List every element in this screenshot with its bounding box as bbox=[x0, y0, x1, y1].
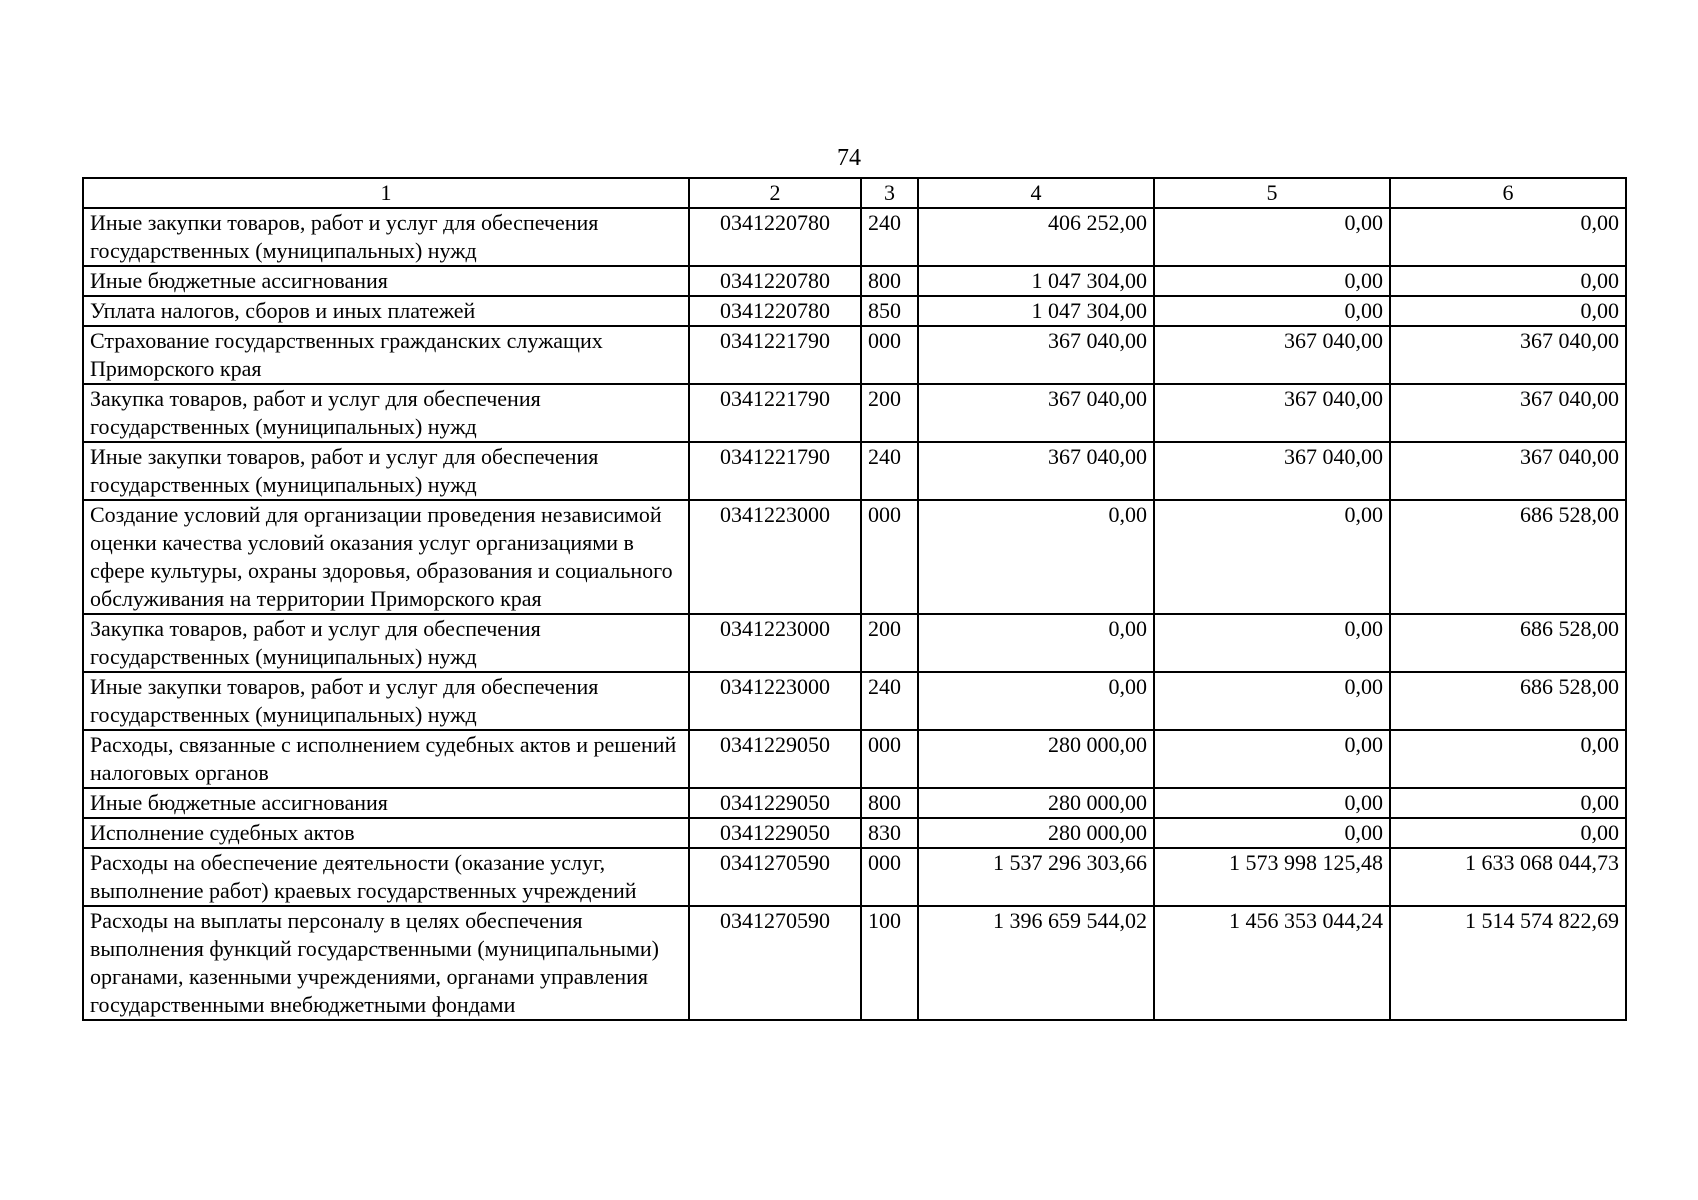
expense-name-cell: Расходы, связанные с исполнением судебных актов и решений налоговых органов bbox=[83, 730, 689, 788]
amount-col5-cell: 1 456 353 044,24 bbox=[1154, 906, 1390, 1020]
expense-type-cell: 800 bbox=[861, 266, 918, 296]
table-row bbox=[83, 384, 1626, 442]
expense-type-cell: 850 bbox=[861, 296, 918, 326]
expense-name-cell: Расходы на выплаты персоналу в целях обеспечения выполнения функций государственными (муниципальными) органами, казенными учреждениями, органами управления государственными внебюджетными фондами bbox=[83, 906, 689, 1020]
amount-col4-cell: 0,00 bbox=[918, 672, 1154, 730]
amount-col5-cell: 1 573 998 125,48 bbox=[1154, 848, 1390, 906]
target-code-cell: 0341270590 bbox=[689, 848, 861, 906]
amount-col4-cell: 367 040,00 bbox=[918, 384, 1154, 442]
table-header bbox=[83, 178, 1626, 208]
amount-col5-cell: 367 040,00 bbox=[1154, 384, 1390, 442]
expense-type-cell: 000 bbox=[861, 848, 918, 906]
amount-col4-cell: 1 396 659 544,02 bbox=[918, 906, 1154, 1020]
table-row bbox=[83, 614, 1626, 672]
target-code-cell: 0341223000 bbox=[689, 500, 861, 614]
column-header-2: 2 bbox=[689, 178, 861, 208]
amount-col4-cell: 0,00 bbox=[918, 614, 1154, 672]
target-code-cell: 0341221790 bbox=[689, 384, 861, 442]
target-code-cell: 0341220780 bbox=[689, 208, 861, 266]
expense-name-cell: Иные бюджетные ассигнования bbox=[83, 788, 689, 818]
table-row bbox=[83, 906, 1626, 1020]
header-row bbox=[83, 178, 1626, 208]
expense-name-cell: Создание условий для организации проведения независимой оценки качества условий оказания услуг организациями в сфере культуры, охраны здоровья, образования и социального обслуживания на территории Приморского края bbox=[83, 500, 689, 614]
expense-type-cell: 000 bbox=[861, 730, 918, 788]
budget-table bbox=[82, 177, 1627, 1021]
amount-col6-cell: 367 040,00 bbox=[1390, 384, 1626, 442]
target-code-cell: 0341220780 bbox=[689, 266, 861, 296]
expense-name-cell: Уплата налогов, сборов и иных платежей bbox=[83, 296, 689, 326]
table-row bbox=[83, 442, 1626, 500]
amount-col6-cell: 686 528,00 bbox=[1390, 672, 1626, 730]
expense-type-cell: 240 bbox=[861, 208, 918, 266]
amount-col5-cell: 367 040,00 bbox=[1154, 326, 1390, 384]
amount-col4-cell: 406 252,00 bbox=[918, 208, 1154, 266]
target-code-cell: 0341229050 bbox=[689, 788, 861, 818]
target-code-cell: 0341270590 bbox=[689, 906, 861, 1020]
amount-col5-cell: 0,00 bbox=[1154, 730, 1390, 788]
amount-col6-cell: 367 040,00 bbox=[1390, 326, 1626, 384]
amount-col5-cell: 0,00 bbox=[1154, 672, 1390, 730]
amount-col4-cell: 0,00 bbox=[918, 500, 1154, 614]
expense-name-cell: Закупка товаров, работ и услуг для обеспечения государственных (муниципальных) нужд bbox=[83, 384, 689, 442]
column-header-5: 5 bbox=[1154, 178, 1390, 208]
table-row bbox=[83, 208, 1626, 266]
amount-col4-cell: 1 537 296 303,66 bbox=[918, 848, 1154, 906]
amount-col6-cell: 0,00 bbox=[1390, 208, 1626, 266]
amount-col6-cell: 686 528,00 bbox=[1390, 500, 1626, 614]
column-header-3: 3 bbox=[861, 178, 918, 208]
expense-name-cell: Иные закупки товаров, работ и услуг для обеспечения государственных (муниципальных) нужд bbox=[83, 208, 689, 266]
table-row bbox=[83, 266, 1626, 296]
expense-type-cell: 240 bbox=[861, 672, 918, 730]
table-row bbox=[83, 818, 1626, 848]
expense-type-cell: 000 bbox=[861, 326, 918, 384]
table-row bbox=[83, 672, 1626, 730]
table-row bbox=[83, 326, 1626, 384]
expense-type-cell: 830 bbox=[861, 818, 918, 848]
amount-col6-cell: 0,00 bbox=[1390, 266, 1626, 296]
table-row bbox=[83, 848, 1626, 906]
expense-type-cell: 200 bbox=[861, 384, 918, 442]
amount-col6-cell: 0,00 bbox=[1390, 730, 1626, 788]
target-code-cell: 0341223000 bbox=[689, 672, 861, 730]
table-body bbox=[83, 208, 1626, 1020]
expense-name-cell: Иные закупки товаров, работ и услуг для обеспечения государственных (муниципальных) нужд bbox=[83, 442, 689, 500]
amount-col6-cell: 0,00 bbox=[1390, 296, 1626, 326]
expense-name-cell: Закупка товаров, работ и услуг для обеспечения государственных (муниципальных) нужд bbox=[83, 614, 689, 672]
amount-col4-cell: 1 047 304,00 bbox=[918, 296, 1154, 326]
expense-name-cell: Страхование государственных гражданских служащих Приморского края bbox=[83, 326, 689, 384]
column-header-6: 6 bbox=[1390, 178, 1626, 208]
amount-col6-cell: 367 040,00 bbox=[1390, 442, 1626, 500]
expense-name-cell: Иные закупки товаров, работ и услуг для обеспечения государственных (муниципальных) нужд bbox=[83, 672, 689, 730]
amount-col4-cell: 367 040,00 bbox=[918, 442, 1154, 500]
amount-col5-cell: 0,00 bbox=[1154, 788, 1390, 818]
table-row bbox=[83, 500, 1626, 614]
amount-col6-cell: 0,00 bbox=[1390, 788, 1626, 818]
expense-type-cell: 000 bbox=[861, 500, 918, 614]
amount-col4-cell: 367 040,00 bbox=[918, 326, 1154, 384]
column-header-4: 4 bbox=[918, 178, 1154, 208]
expense-type-cell: 240 bbox=[861, 442, 918, 500]
amount-col4-cell: 280 000,00 bbox=[918, 818, 1154, 848]
table-row bbox=[83, 788, 1626, 818]
target-code-cell: 0341221790 bbox=[689, 326, 861, 384]
amount-col5-cell: 0,00 bbox=[1154, 208, 1390, 266]
expense-name-cell: Расходы на обеспечение деятельности (оказание услуг, выполнение работ) краевых государственных учреждений bbox=[83, 848, 689, 906]
amount-col5-cell: 367 040,00 bbox=[1154, 442, 1390, 500]
amount-col5-cell: 0,00 bbox=[1154, 266, 1390, 296]
target-code-cell: 0341223000 bbox=[689, 614, 861, 672]
expense-type-cell: 800 bbox=[861, 788, 918, 818]
amount-col5-cell: 0,00 bbox=[1154, 614, 1390, 672]
page-number: 74 bbox=[837, 145, 861, 171]
column-header-1: 1 bbox=[83, 178, 689, 208]
amount-col5-cell: 0,00 bbox=[1154, 818, 1390, 848]
table-row bbox=[83, 296, 1626, 326]
amount-col4-cell: 280 000,00 bbox=[918, 730, 1154, 788]
amount-col6-cell: 1 514 574 822,69 bbox=[1390, 906, 1626, 1020]
amount-col6-cell: 0,00 bbox=[1390, 818, 1626, 848]
amount-col4-cell: 1 047 304,00 bbox=[918, 266, 1154, 296]
table-row bbox=[83, 730, 1626, 788]
target-code-cell: 0341229050 bbox=[689, 818, 861, 848]
target-code-cell: 0341229050 bbox=[689, 730, 861, 788]
amount-col6-cell: 686 528,00 bbox=[1390, 614, 1626, 672]
expense-type-cell: 100 bbox=[861, 906, 918, 1020]
target-code-cell: 0341221790 bbox=[689, 442, 861, 500]
amount-col5-cell: 0,00 bbox=[1154, 296, 1390, 326]
expense-name-cell: Иные бюджетные ассигнования bbox=[83, 266, 689, 296]
expense-type-cell: 200 bbox=[861, 614, 918, 672]
target-code-cell: 0341220780 bbox=[689, 296, 861, 326]
amount-col5-cell: 0,00 bbox=[1154, 500, 1390, 614]
amount-col6-cell: 1 633 068 044,73 bbox=[1390, 848, 1626, 906]
amount-col4-cell: 280 000,00 bbox=[918, 788, 1154, 818]
expense-name-cell: Исполнение судебных актов bbox=[83, 818, 689, 848]
